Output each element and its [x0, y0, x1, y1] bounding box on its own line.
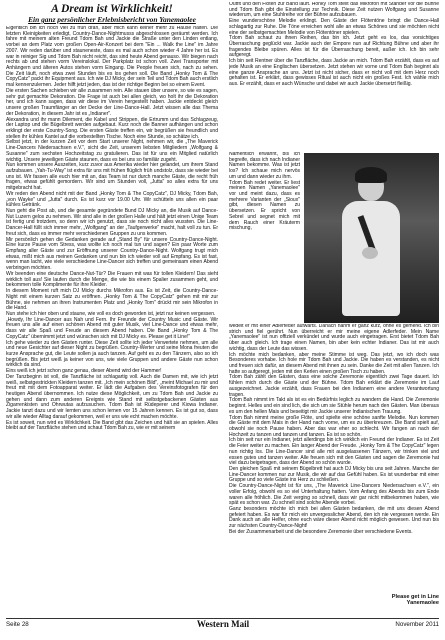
performer-hair — [355, 167, 387, 183]
article-column-left — [6, 26, 218, 619]
paragraph: „Howdy, Ihr Line-Dancer aus Nah und Fern. Ihr Freunde der Country Music und Gäste. Wir freuen uns alle auf einen schönen Abend mit guter Musik, viel Line-Dance und etwas mehr, dass wir alle Spaß und Freude an diesem Abend haben. Die Band „Honky Tom & The CopyCatz" übernimmt jetzt und wünschen sich mit DJ Micky es. Please get it Line!" — [6, 316, 218, 340]
magazine-name: Western Mail — [196, 619, 250, 629]
issue-date: November 2011 — [395, 621, 439, 628]
paragraph: Ich bin seit Rentner über die Tanzfläche, dass Jackie an mich. Tdom Bah erzählt, dass es auf jede Musik an eine Englischen übersetzen. Jetzt stehen wir vorne und Tdom Bah beginnt als eine ganze Ansprache an uns. Jetzt ist nicht sicher, dass er nicht voll mit dem Herz noch gehalten ist. Er erklärt, dass gewisses Ritual ist auch nicht ein großes Fest. Ich wähle mich aus. Er erzählt, dass er auch Wünsche und dabei wir auch Jackie übersetzt fleißig. — [229, 58, 439, 88]
paragraph: Die ersten Sachen schieben wir alle zusammen rein. Alle stauen über unsere, so wie es sagen, sehr gut gemachte Dekoration. Die Frage ist auch bei allen gleich, wo holt ihr die Dekoration her, und ich kann sagen, dass wir diese im Verein hergestellt haben. Jackie entdeckt gleich unsere großen Traumfänger an der Decke der Line-Dance-Hall. Jetzt wissen alle das Thema der Dekoration, in diesem Jahr ist es „Indianer". — [6, 87, 218, 117]
paragraph: Outfit und den Flöten zur Band läuft. Honky Tom stellt das Mikrofon mit Ständer vor die Bühne und Tdom Bah gibt die Einstellung zur Technik. Diese Zeit nutzen Wolfgang und Susanne wiederum, um eine Stuhlreihe vor der Bühne aufzubauen. — [229, 2, 439, 19]
article-column-right-narrow — [229, 152, 300, 324]
paragraph: Nun stehe ich hier oben und staune, wie voll es doch geworden ist, jetzt nur keinen vergessen. — [6, 310, 216, 317]
paragraph: Wir reden den Abend nicht mit der Band „Honky Tom & The CopyCatz", DJ Micky, Tdom Bah, „von Wayke" und „Jutta" durch. Es ist kurz vor 19.00 Uhr. Wir schütteln uns allen ein paar kühles Getränk. — [6, 190, 218, 209]
article-column-right-bottom — [229, 324, 439, 592]
page-number: Seite 28 — [6, 621, 29, 628]
paragraph: Tdom Bah nimmt meine große Flöte, und spielte eine schöne sanfte Melodie. Nun kommen die Gäste mit dem Mais in der Hand nach vorne, um es zu überkreuzen. Die Band spielt auf, obwohl sie noch Pause haben. Aber das war eher so schlecht. Wir fangen an nach der Hochzeit zu tanzen und tanzen und tanzen. Es ist so schön. — [229, 414, 439, 438]
article-subtitle: Ein ganz persönlicher Erlebnisbericht von Yanemaolee — [28, 15, 196, 24]
paragraph: Mir persönlich gehen die Gedanken gerade auf „Stand By" für unsere Country-Dance-Night. Eine kurze Pause vom Stress, was wollte ich noch mal tun und sagen? Ein paar Worte zum Empfang aller Gäste und zur Eröffnung unserer Country-Dance-Night. Wolfgang trugt mich etwas, mißt mich aus meinen Gedanken und nun bin ich wieder voll auf Empfang. Es ist fast, wenn man lacht, wie viele verschiedene Line-Dancer sich treffen und gemeinsam einen Abend verbringen möchten. — [6, 236, 218, 272]
paragraph: Alexandra und ihr mann Dilement, die Kabel und Strippen, die Ertrumm und das Schlagzeug, der Laptop und die Bügelbrett werden aufgebaut. Kurz noch die Banner aufhängen und schon erklingt der erste Country-Song. Die ersten Gäste treffen ein, wir begrüßen sie freundlich und stellen ihr kühles Kantel auf die vorbestellten Tische. Noch eine Stunde, so schätze ich. — [6, 116, 218, 140]
paragraph: Ich gehe wieder zu den Gästen runter. Diese Zeit sollte ich jeder Verwertete nehmen, um alle und neue Gesichter auf dieser Night zu begrüßen. Country-Werter und seine Mona freuten die kurze Ansprache gut, die Leute sollen ja auch tanzen. Auf geht es zu den Tänzern, also so ich begrüßen. Bis jetzt weiß ja keiner von uns, wie viele Gruppen und andere Gäste nun schon wirklich da sind. — [6, 339, 218, 369]
paragraph: wedelt er mit einer Adlerfeder aufwärts. Danach nahm er ganz kurz, ohne es gemerkt. Ich bin strich und fiel gerührt. Nun überreicht er mir meine eigene Adlerfeder. Mein Name „Yanemaolee" ist nun offiziell verkündet und wurde auch eingetragen. Erst bietet Tdom Bah über auch gleich. Ich trage einen Namen, bin aber kein echter Indianer. Das ist mir auch wichtig, dass der Leute das wissen. — [229, 324, 439, 352]
paragraph: Tdom Bah zählt den Gästen, dass eine solche Zeremonie eigentlich zwei Tage dauert. Ich fühlen mich durch die Gäste und der Bühne. Tdom Bah erklärt die Zeremonie im Lauf ausgezeichnet. Jackie erzählt, dass Frauen bei den Indianern eine andere Verantwortung tragen. — [229, 374, 439, 398]
signature-greeting: Please get in Line — [391, 594, 439, 600]
performer-hand — [362, 247, 378, 259]
performer-figure — [342, 171, 400, 316]
paragraph: Die Country-Dance-Night ist für uns, „The Maverick Line-Dancers Niedersachsen e.V.", ein voller Erfolg, obwohl es so viel Unterhaltung hatten. Vom Anfang des Abends bis zum Ende waren alle fröhlich. Die Zeit verging so schnell, dass wir gar nicht mitbekommen haben, wie spät es schon war. Zu schnell sind solche Abende vorbei. — [229, 483, 439, 507]
paragraph: Es ist soweit, nun wird es Wirklichkeit. Die Band gibt das Zeichen und hält sie an spielen. Alles bleibt auf der Tanzfläche stehen und schaut Tdom Bah zu, wie er mit seinem — [6, 419, 218, 432]
paragraph: Ich bin seit nur ein Indianer, jetzt allerdings bin ich wirklich ein Freund der Indianer. Es ist Zeit die Feier weiter zu machen. Ein langer Abend der Freude. „Honky Tom & The CopyCatz" legen nun richtig los. Die Line-Dancer sind alle mit ausgelassenen Tänzern, wir trinken viel und essen gutes und tanzen weiter. Alle freuen sich mit den Gästen und sagen die Zeremonie hat viel dazu beigetragen, dass der Abend so schön wurde. — [229, 437, 439, 467]
paragraph: Tdom Bah schaut zu ihnen Reihen, das bin ich. Jetzt geht es los, das vorsichtiges Überraschung geglückt war. Jackie auch der Empore nun auf Richtung Bühne und aber ihr fragendes Bleibe spüren. Alles ist für die Überraschung bereit, außer ich. Ich bin sehr aufgeregt. — [229, 35, 439, 59]
paragraph: Nun kommen unsere Auszeiten, kurz zuvor aus Amerika wieder hier gelandet, um ihrem Stand aufzubauen. „Yah-Tu-Way" ist extra für uns mit frühen flüglich früh undstolz, dass sie wieder bei uns ist. Wir fassen alle euch hier mit an, das Team ist nur durch manche Gäste, die recht früh fragen, etwas gefühlt gemordern. Wir sind um Stunden voll, „Jutta" so alles extra für uns mitgebracht hat. — [6, 162, 218, 192]
signature-author: Yanemaolee — [406, 600, 439, 607]
paragraph: Tdom Bah redet weiter. Er liest meinen Namen „Yanemaolee" vor und meint dazu, dass es mehrere Varianten der „Sioux" gibt, diesen Namen zu übersetzen. Er spricht von Sebrel und segnet mich mit dem Rauch einer Kräuterm mischung, — [229, 179, 300, 232]
paragraph: Namentlich erwähnt, bis ich begreife, dass ich nach Indianer Namen bekomme. Was ist jetzt los? Ich schaue mich nervös um und dann wieder zu ihm. — [229, 152, 300, 180]
performer-photo — [304, 153, 439, 323]
paragraph: Nun geht die Post ab, und die gesamte gegründete Bund DJ Micky an, die Musik auf Dance-Nut Luzern gelos zu nehmen. Wir sind alle in der großen Halle und hält jetzt einen Uniqe Team ist fertig und trotzdem, so denn wir ich genutzt, dass sie noch nicht alles wussten. Die Line-Dancer-Hall füllt sich immer mehr, „Wolfgang" an der „Taufgerwerke" macht, halt voll zu tun. Er freut sich, dass es immer mehr verschiedenen Gruppen zu uns kommen. — [6, 208, 218, 237]
paragraph: Den gleichen Spaß mit seinem Bügelbrett hat auch DJ Micky bis uns seit Jahren. Manche der Line-Dancer kommen nur zur Musik, die wir auf das Gefühl haben. Es ist wunderbar mit einer Gruppe und so viele Gäste ins Herz zu schließen. — [229, 465, 439, 484]
paragraph: Eigentlich bin ich noch viel zu früh dran, aber mich kann keiner mehr zu Hause halten. Die letzten Kleinigkeiten erledigt, Country-Dance-Nightmusss abgeschlossen geräumt werden. Ich fahre mit meinem alten Freund Tdom Bah und Jackie die Straße unter den Linden entlang, vorbei an dem Platz vom großen Open-Air-Konzert bei dem "Ein ... Walk the Line" im Jahre 2007. Wir reden darüber und stauneneste, dass es mal auch schon wieder 4 Jahre her ist. Es war in reiniger Sig und Tdom Bah nicht reicht, das sind heute Abend genauso. Wir biegen nach rechts ab und stehen vorm Vereinslokal. Der Parkplatz ist schon voll. Zwei Transporter mit Anhängern und älteren Autos stehen vorm Eingang. Die People freuen sich, nach zu sehen. Die Zeit läuft, noch etwa zwei Stunden bis es los gehen soll. Die Band „Honky Tom & The CopyCatz" packt ihr Equipment aus. Ich wie DJ Micky, der sein Teil und Tdom Bah auch erstlich mal kennenzulernen. Jeder hilft jetzt jeden, das ist der richtige Beginn bei so einem Event. — [6, 26, 218, 89]
paragraph: In diesem Moment ruft mich DJ Micky durchs Mikrofon aus. Es ist Zeit, die Country-Dance-Night mit einem kurzen Satz zu eröffnen. „Honky Tom & The CopyCatz" gehen mit mir zur Bühne, sie nehmen an ihren Instrumenten Platz und „Honky Tom" drückt mir sein Mikrofon in die Hand. — [6, 288, 218, 312]
article-column-right-top — [229, 2, 439, 152]
paragraph: Der Tanzbeginn ist voll, die Tanzfläche ist schlagartig voll. Auch die Damen mit, wie ich jetzt weiß, selbstgestrickten Kleidern tanzen mit. „Ich mein schönen Bild", „meint Michael zu mir und freut mit mit dem Fotoapparat weiter. Er lädt die Aufgaben des Vereinsfotografen für den heutigen Abend übernommen. Ich nutze diese Möglichkeit, um zu Tdom Bah und Jackie zu gehen und dann zum anderen Ereignis wie Stand mit selbstgebackenen Gästen aus Zigarrenkisten und Ohrwutas aufzusuchen. Tdom Bah ist Rüdeperer und Kiowa Indianer. Jackie tanzt dazu und wir lernten uns schon lernen vor 15 Jahren kennen. Es ist gut so, dass wir alle wieder Alltag darauf gekommen, weil er uns wie echt machen möchte. — [6, 373, 218, 420]
paragraph: Ich möchte mich bedanken, aber meine Stimme ist weg. Das jetzt, wo ich doch was Besonderes vorhabe. Ich hole mir Tdom Bah und Jackie. Die haben es verstanden, es nicht und freuen sich dafür, an diesem Abend mit ihnen zu sein. Danke die Zeit mit allen Tanzen. Ich hatte so aufgeregt, jeden mit den Kerlen einen großen Tisch zu haben. — [229, 351, 439, 375]
author-signature — [229, 594, 439, 606]
paragraph: Wir beenden eine deutsche Dance-Nut-Tür? Die Frauen mit was für tollen Kleidern! Das sieht wirklich toll aus! Sie laufen durch die Menge, die wie bis einem Spalier zusammen geht, und bekommen tolle Komplimente für ihre Kleider. — [6, 270, 218, 289]
article-title: A Dream ist Wirklichkeit! — [51, 3, 173, 15]
paragraph: Selbst jetzt, in der kurzen Zeit vor dem Start unserer Night, nehmen wir, die „The Maverick Line-Dancers Niedersachsen e.V.", sicht die Zeit, unserem liebsten Mitgliedern „Wolfgang & Susanne" zum sechsten Hochzeitstag zu gratulieren. Das ist für uns ein Mitglied natürlich wichtig. Unsere jeweiligen Gäste staunen, dass es bei uns so familiär zugeht. — [6, 139, 218, 163]
paragraph: Bei der Zusammenarbeit und die besondere Zeremonie über verschiedene Events. — [229, 528, 413, 535]
paragraph: Ganz besonders möchte ich mich bei allen Gästen bedanken, die mit uns diesen Abend gefeiert haben. Es war für mich ein unvergesslicher Abend, den ich nie vergessen werde. Ein Dank auch an alle Helfer, ohne euch wäre dieser Abend nicht möglich gewesen. Und nun bis zur nächsten Country-Dance-Night! — [229, 506, 439, 530]
paragraph: Eins weiß ich jetzt schon ganz genau, dieser Abend wird der Hammer! — [6, 368, 162, 375]
paragraph: Tdom Bah nimmt im Takt als ist es ein Bedürfnis leglich zu wandern die Hand. Die Zeremonie beginnt. Helles und ein sind lich, die sich um sie Stühle herum nach den Gästen. Man überaus es um den hellen Mais und beseitigt mir Jackie unserer Indianischen Trauung. — [229, 397, 439, 415]
paragraph: Eine wunderschöne Melodie erklingt. Den Gäste der Flötentöne bringt die Dance-Hall schlagartig zur Ruhe. Die Töne erreichen wohl alle an etwas Schönes und sie möchten nicht eine der selbstgemachten Melodie von Flötentöner spielen. — [229, 18, 439, 36]
